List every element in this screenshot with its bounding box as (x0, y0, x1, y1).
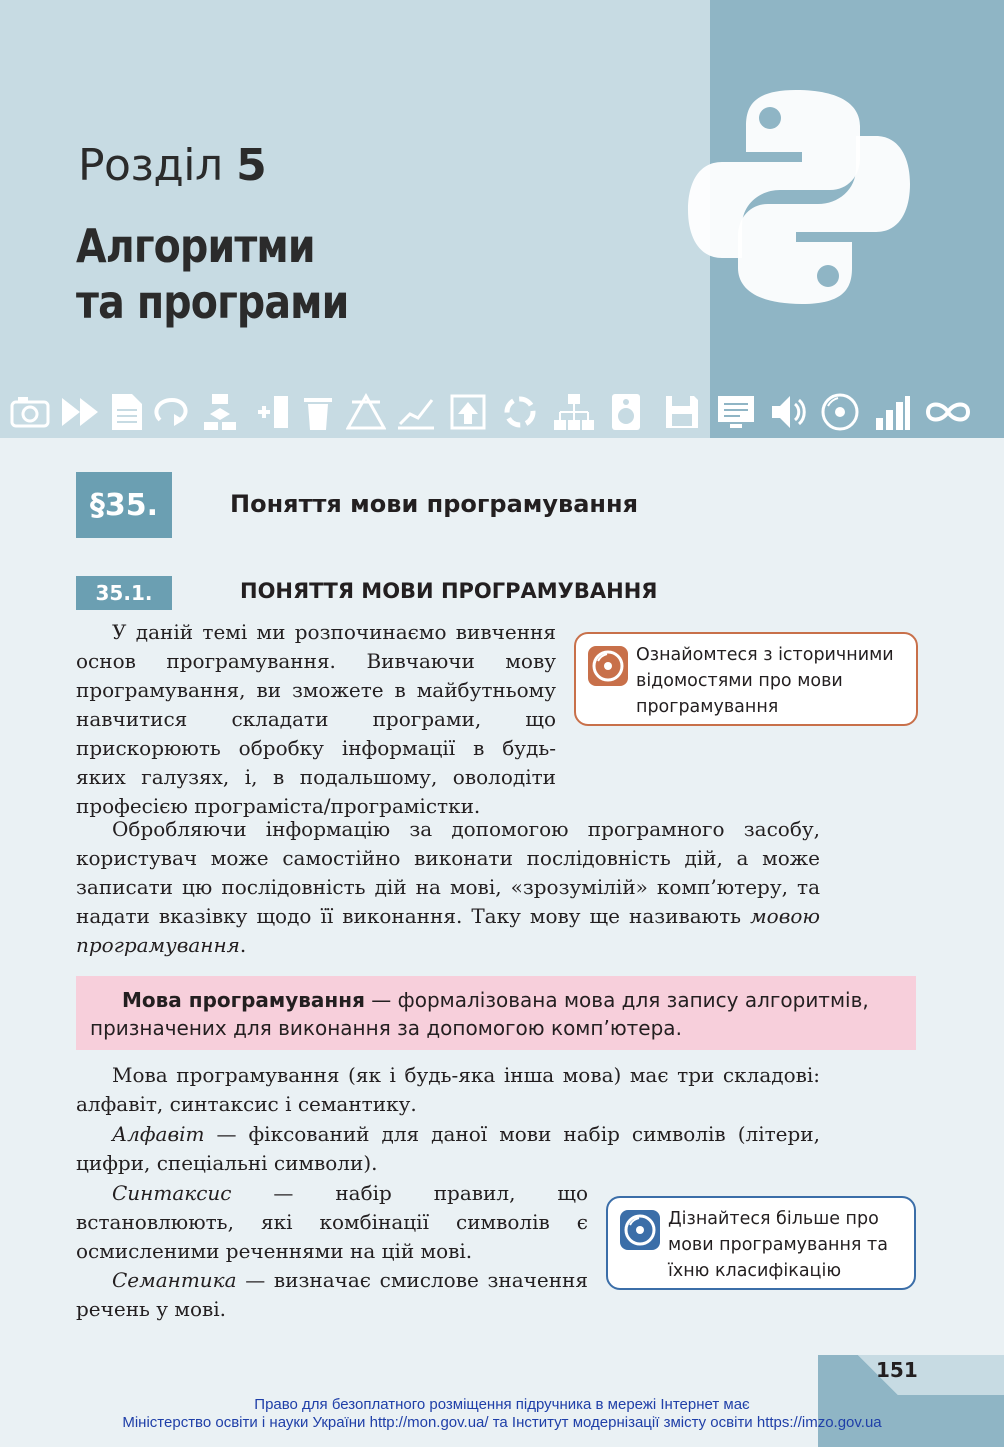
infinity-icon (924, 392, 972, 432)
icon-strip (0, 386, 1004, 438)
subsection-number-badge: 35.1. (76, 576, 172, 610)
callout-classification[interactable] (606, 1196, 916, 1290)
footer-rights-notice (0, 1396, 1004, 1432)
monitor-icon (716, 392, 756, 432)
chapter-title-line2: та програми (76, 275, 349, 329)
term-syntax: Синтаксис (112, 1181, 232, 1205)
section-title: Поняття мови програмування (230, 490, 638, 518)
paragraph-processing-end: . (239, 933, 247, 957)
paragraph-intro-text: У даній темі ми розпочинаємо вивчення основ програмування. Вивчаючи мову програмування, ви зможете в майбутньому навчитися складати програми, що прискорюють обробку інформації в будь-яких галузях, і, в подальшому, оволодіти професією програміста/програмістки. (76, 620, 556, 818)
volume-icon (768, 392, 808, 432)
page-number: 151 (876, 1358, 918, 1382)
disc-icon (820, 392, 860, 432)
callout-history-text: Ознайомтеся з історичними відомостями про мови програмування (636, 645, 894, 717)
bar-chart-icon (872, 392, 912, 432)
chapter-label: Розділ 5 (78, 140, 267, 191)
paragraph-syntax (76, 1179, 588, 1266)
callout-history[interactable] (574, 632, 918, 726)
fast-forward-icon (60, 392, 100, 432)
triangle-icon (346, 392, 386, 432)
save-icon (662, 392, 702, 432)
loop-icon (152, 392, 192, 432)
term-semantics: Семантика (112, 1268, 237, 1292)
plus-stack-icon (252, 392, 292, 432)
paragraph-alphabet-text: — фіксований для даної мови набір символів (літери, цифри, спеціальні символи). (76, 1122, 820, 1175)
chapter-title (76, 218, 349, 330)
term-alphabet: Алфавіт (112, 1122, 205, 1146)
document-icon (108, 392, 144, 432)
subsection-title: ПОНЯТТЯ МОВИ ПРОГРАМУВАННЯ (240, 579, 658, 603)
camera-icon (10, 392, 50, 432)
paragraph-components (76, 1061, 820, 1119)
paragraph-semantics (76, 1266, 588, 1324)
term-programming-language: мовою програмування (76, 904, 820, 957)
definition-text: — формалізована мова для запису алгоритмів, призначених для виконання за допомогою комп’ютера. (90, 988, 869, 1040)
paragraph-semantics-text: — визначає смислове значення речень у мові. (76, 1268, 588, 1321)
paragraph-processing-text: Обробляючи інформацію за допомогою програмного засобу, користувач може самостійно виконати послідовність дій, а може записати цю послідовність дій на мові, «зрозумілій» комп’ютеру, та надати вказівку щодо її виконання. Таку мову ще називають (76, 817, 820, 928)
trash-icon (300, 392, 336, 432)
definition-term: Мова програмування (122, 988, 365, 1012)
footer-line1: Право для безоплатного розміщення підручника в мережі Інтернет має (254, 1396, 750, 1413)
chapter-title-line1: Алгоритми (76, 219, 315, 273)
speaker-icon (608, 392, 644, 432)
section-number-badge: §35. (76, 472, 172, 538)
paragraph-processing (76, 815, 820, 960)
chart-icon (396, 392, 436, 432)
disc-icon (620, 1210, 660, 1250)
flowchart-icon (200, 392, 240, 432)
paragraph-alphabet (76, 1120, 820, 1178)
network-icon (552, 392, 596, 432)
footer-line2[interactable]: Міністерство освіти і науки України http://mon.gov.ua/ та Інститут модернізації змісту освіти https://imzo.gov.ua (122, 1414, 882, 1431)
upload-icon (448, 392, 488, 432)
paragraph-syntax-text: — набір правил, що встановлюють, які комбінації символів є осмисленими реченнями на цій мові. (76, 1181, 588, 1263)
cycle-icon (500, 392, 540, 432)
callout-classification-text: Дізнайтеся більше про мови програмування та їхню класифікацію (668, 1209, 888, 1281)
chapter-number: 5 (236, 140, 267, 191)
paragraph-intro (76, 618, 556, 821)
definition-box (76, 976, 916, 1050)
disc-icon (588, 646, 628, 686)
python-logo-icon (684, 82, 914, 312)
paragraph-components-text: Мова програмування (як і будь-яка інша мова) має три складові: алфавіт, синтаксис і семантику. (76, 1063, 820, 1116)
